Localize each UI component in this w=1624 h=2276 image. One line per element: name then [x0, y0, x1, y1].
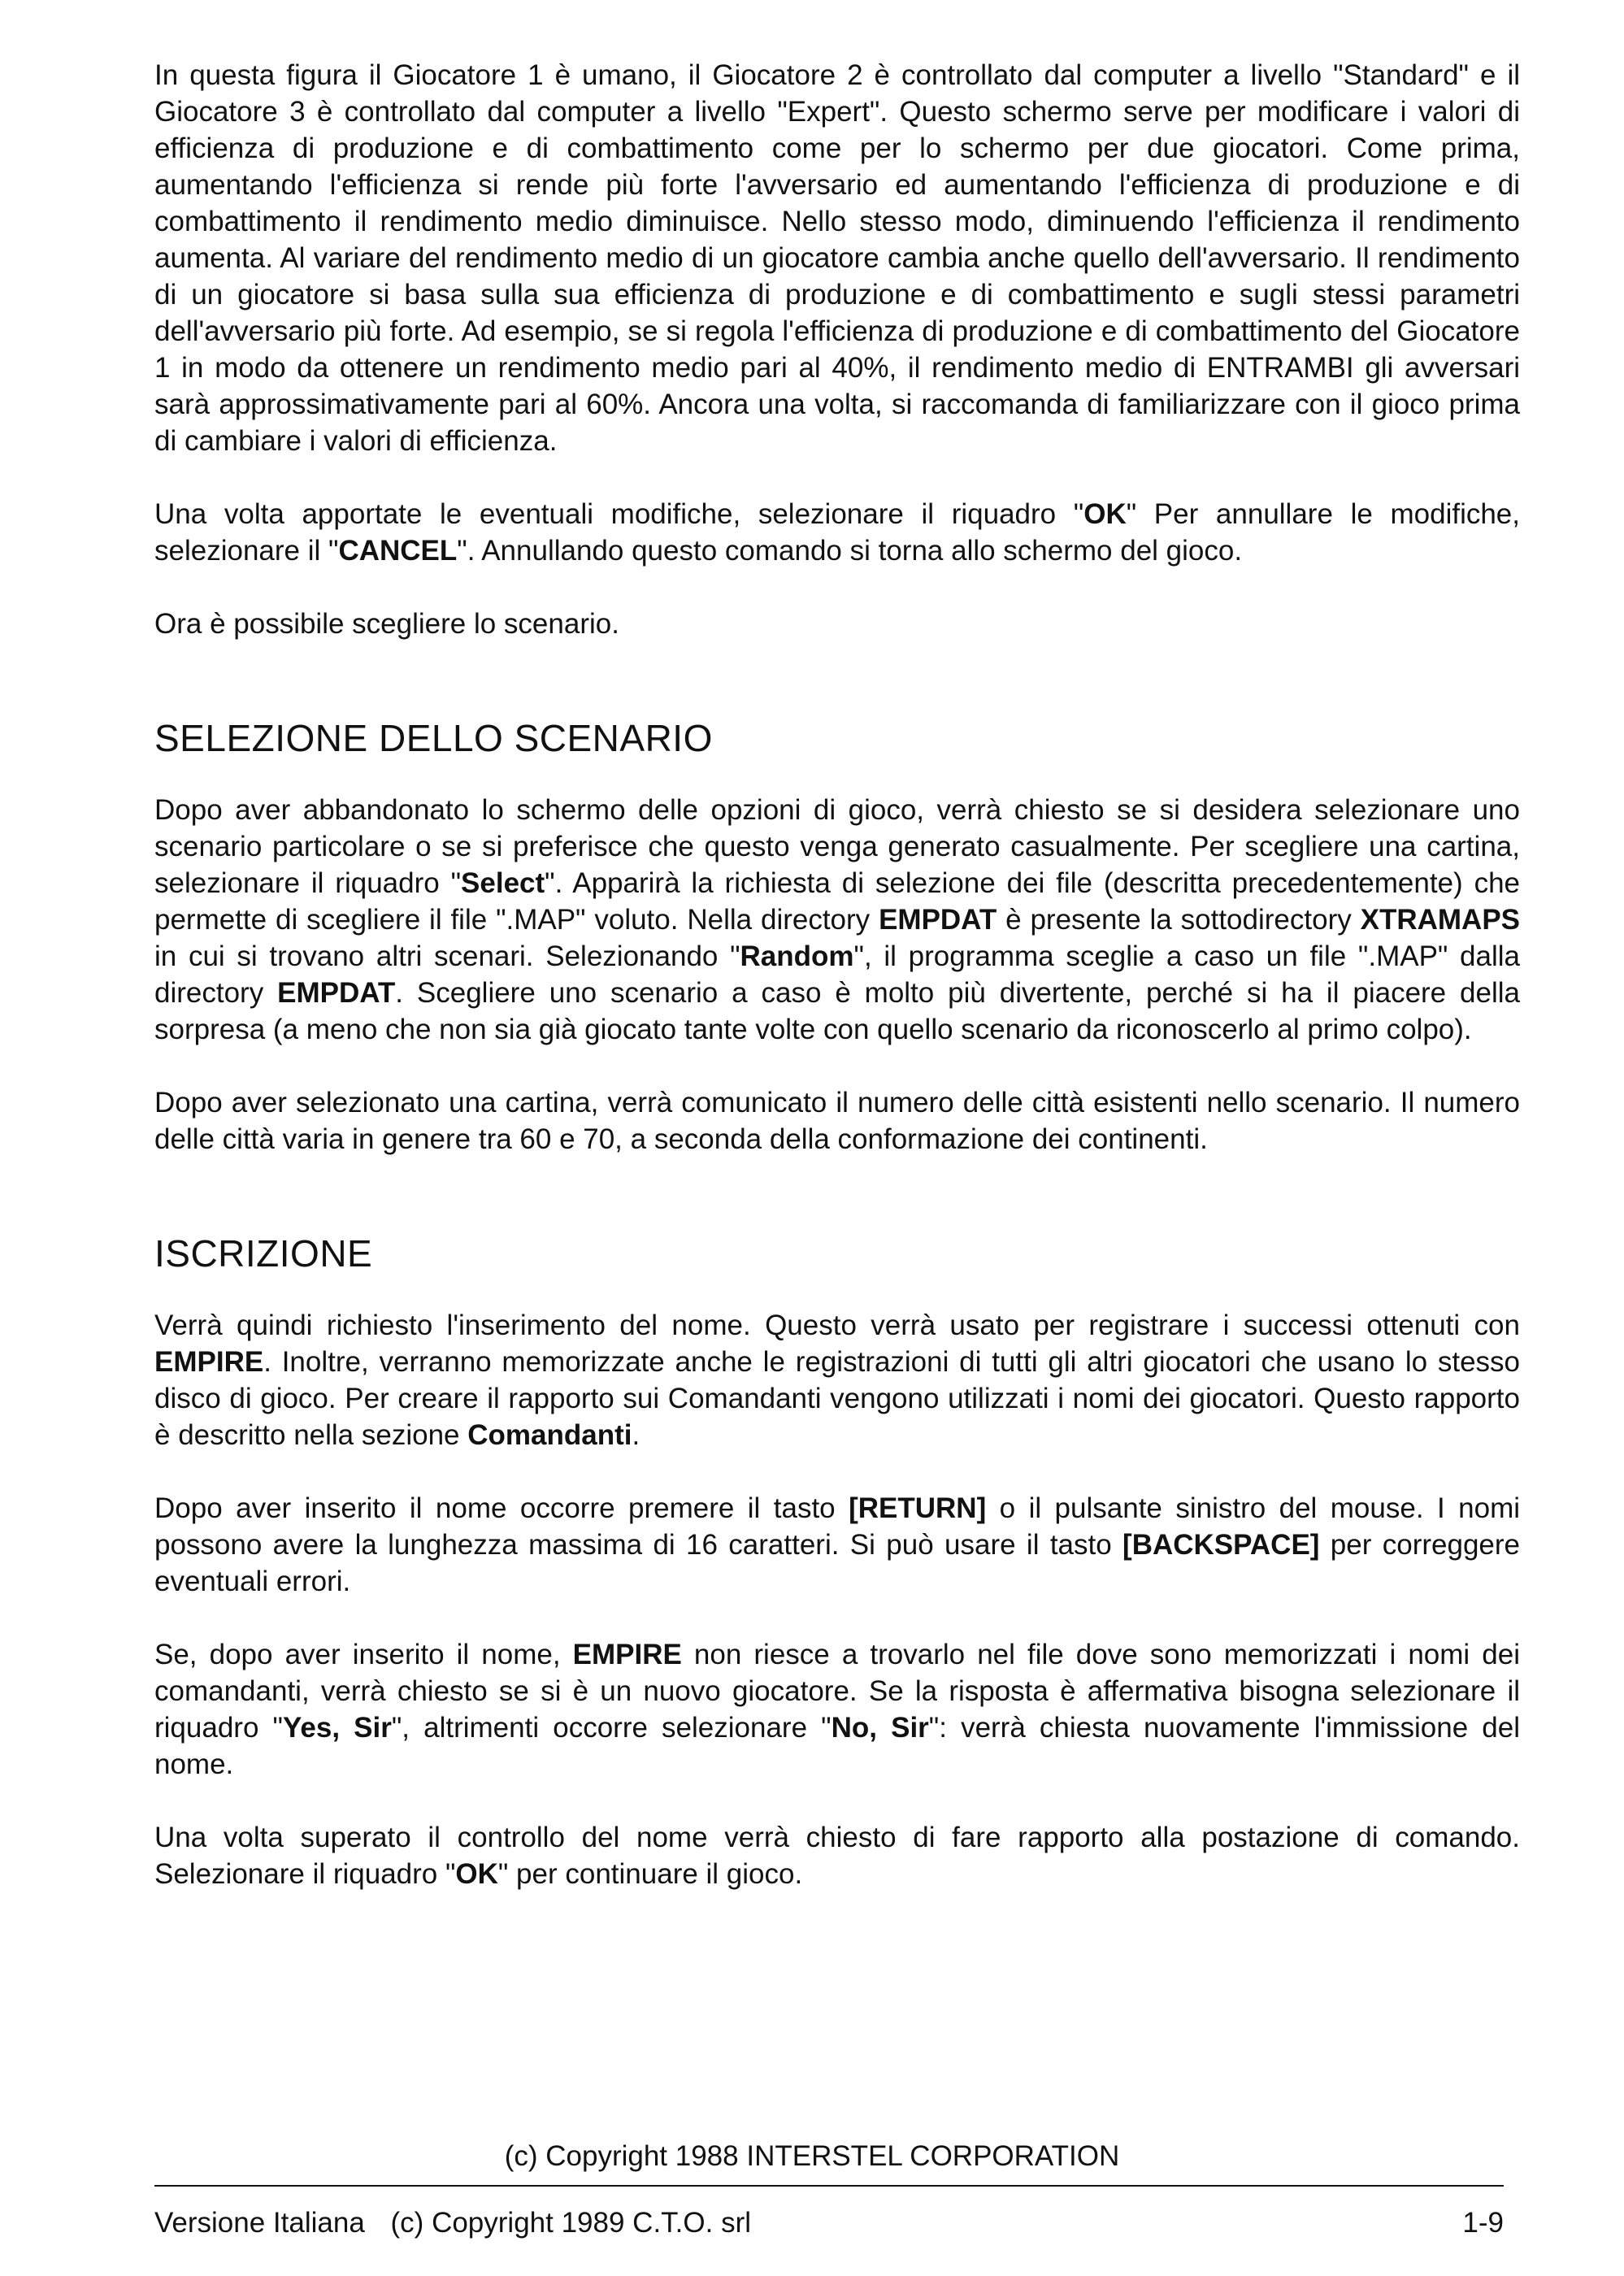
- emphasis-text: EMPDAT: [879, 904, 997, 936]
- city-count-paragraph: Dopo aver selezionato una cartina, verrà comunicato il numero delle città esistenti nello scenario. Il numero delle città varia in genere tra 60 e 70, a seconda della conformazione dei continenti.: [154, 1087, 1520, 1155]
- emphasis-text: Random: [740, 940, 854, 972]
- emphasis-text: [RETURN]: [849, 1492, 987, 1524]
- emphasis-text: EMPIRE: [572, 1639, 682, 1670]
- emphasis-text: Yes, Sir: [282, 1712, 392, 1744]
- new-player-paragraph: Se, dopo aver inserito il nome, EMPIRE non riesce a trovarlo nel file dove sono memorizzati i nomi dei comandanti, verrà chiesto se si è un nuovo giocatore. Se la risposta è affermativa bisogna selezionare il riquadro "Yes, Sir", altrimenti occorre selezionare "No, Sir": verrà chiesta nuovamente l'immissione del nome.: [154, 1639, 1521, 1780]
- emphasis-text: XTRAMAPS: [1360, 904, 1521, 936]
- emphasis-text: Select: [461, 867, 545, 899]
- footer-divider: [154, 2185, 1504, 2187]
- document-page: [154, 57, 1520, 1892]
- emphasis-text: EMPDAT: [277, 977, 396, 1009]
- footer-left: [154, 2204, 769, 2241]
- page-number: 1-9: [1462, 2207, 1504, 2239]
- footer-copyright: (c) Copyright 1989 C.T.O. srl: [390, 2207, 751, 2239]
- page-footer: [154, 2204, 1504, 2241]
- ok-cancel-paragraph: Una volta apportate le eventuali modifiche, selezionare il riquadro "OK" Per annullare le modifiche, selezionare il "CANCEL". Annullando questo comando si torna allo schermo del gioco.: [154, 498, 1520, 567]
- emphasis-text: [BACKSPACE]: [1122, 1529, 1320, 1561]
- registration-paragraph: Verrà quindi richiesto l'inserimento del nome. Questo verrà usato per registrare i successi ottenuti con EMPIRE. Inoltre, verranno memorizzate anche le registrazioni di tutti gli altri giocatori che usano lo stesso disco di gioco. Per creare il rapporto sui Comandanti vengono utilizzati i nomi dei giocatori. Questo rapporto è descritto nella sezione Comandanti.: [154, 1310, 1520, 1451]
- footer-edition: Versione Italiana: [154, 2207, 365, 2239]
- section-title-scenario: SELEZIONE DELLO SCENARIO: [154, 717, 713, 759]
- scenario-lead-paragraph: Ora è possibile scegliere lo scenario.: [154, 608, 619, 640]
- emphasis-text: OK: [1083, 498, 1127, 530]
- emphasis-text: EMPIRE: [154, 1346, 264, 1378]
- emphasis-text: Comandanti: [467, 1419, 632, 1451]
- emphasis-text: No, Sir: [831, 1712, 929, 1744]
- intro-paragraph: In questa figura il Giocatore 1 è umano, il Giocatore 2 è controllato dal computer a livello "Standard" e il Giocatore 3 è controllato dal computer a livello "Expert". Questo schermo serve per modificare i valori di efficienza di produzione e di combattimento come per lo schermo per due giocatori. Come prima, aumentando l'efficienza si rende più forte l'avversario ed aumentando l'efficienza di produzione e di combattimento il rendimento medio diminuisce. Nello stesso modo, diminuendo l'efficienza il rendimento aumenta. Al variare del rendimento medio di un giocatore cambia anche quello dell'avversario. Il rendimento di un giocatore si basa sulla sua efficienza di produzione e di combattimento e sugli stessi parametri dell'avversario più forte. Ad esempio, se si regola l'efficienza di produzione e di combattimento del Giocatore 1 in modo da ottenere un rendimento medio pari al 40%, il rendimento medio di ENTRAMBI gli avversari sarà approssimativamente pari al 60%. Ancora una volta, si raccomanda di familiarizzare con il gioco prima di cambiare i valori di efficienza.: [154, 59, 1520, 457]
- command-post-paragraph: Una volta superato il controllo del nome verrà chiesto di fare rapporto alla postazione di comando. Selezionare il riquadro "OK" per continuare il gioco.: [154, 1822, 1520, 1890]
- scenario-selection-paragraph: Dopo aver abbandonato lo schermo delle opzioni di gioco, verrà chiesto se si desidera selezionare uno scenario particolare o se si preferisce che questo venga generato casualmente. Per scegliere una cartina, selezionare il riquadro "Select". Apparirà la richiesta di selezione dei file (descritta precedentemente) che permette di scegliere il file ".MAP" voluto. Nella directory EMPDAT è presente la sottodirectory XTRAMAPS in cui si trovano altri scenari. Selezionando "Random", il programma sceglie a caso un file ".MAP" dalla directory EMPDAT. Scegliere uno scenario a caso è molto più divertente, perché si ha il piacere della sorpresa (a meno che non sia già giocato tante volte con quello scenario da riconoscerlo al primo colpo).: [154, 794, 1521, 1045]
- emphasis-text: CANCEL: [338, 535, 458, 567]
- emphasis-text: OK: [455, 1858, 498, 1890]
- name-entry-paragraph: Dopo aver inserito il nome occorre premere il tasto [RETURN] o il pulsante sinistro del mouse. I nomi possono avere la lunghezza massima di 16 caratteri. Si può usare il tasto [BACKSPACE] per correggere eventuali errori.: [154, 1492, 1520, 1597]
- copyright-line: (c) Copyright 1988 INTERSTEL CORPORATION: [504, 2140, 1120, 2172]
- section-title-registration: ISCRIZIONE: [154, 1232, 373, 1275]
